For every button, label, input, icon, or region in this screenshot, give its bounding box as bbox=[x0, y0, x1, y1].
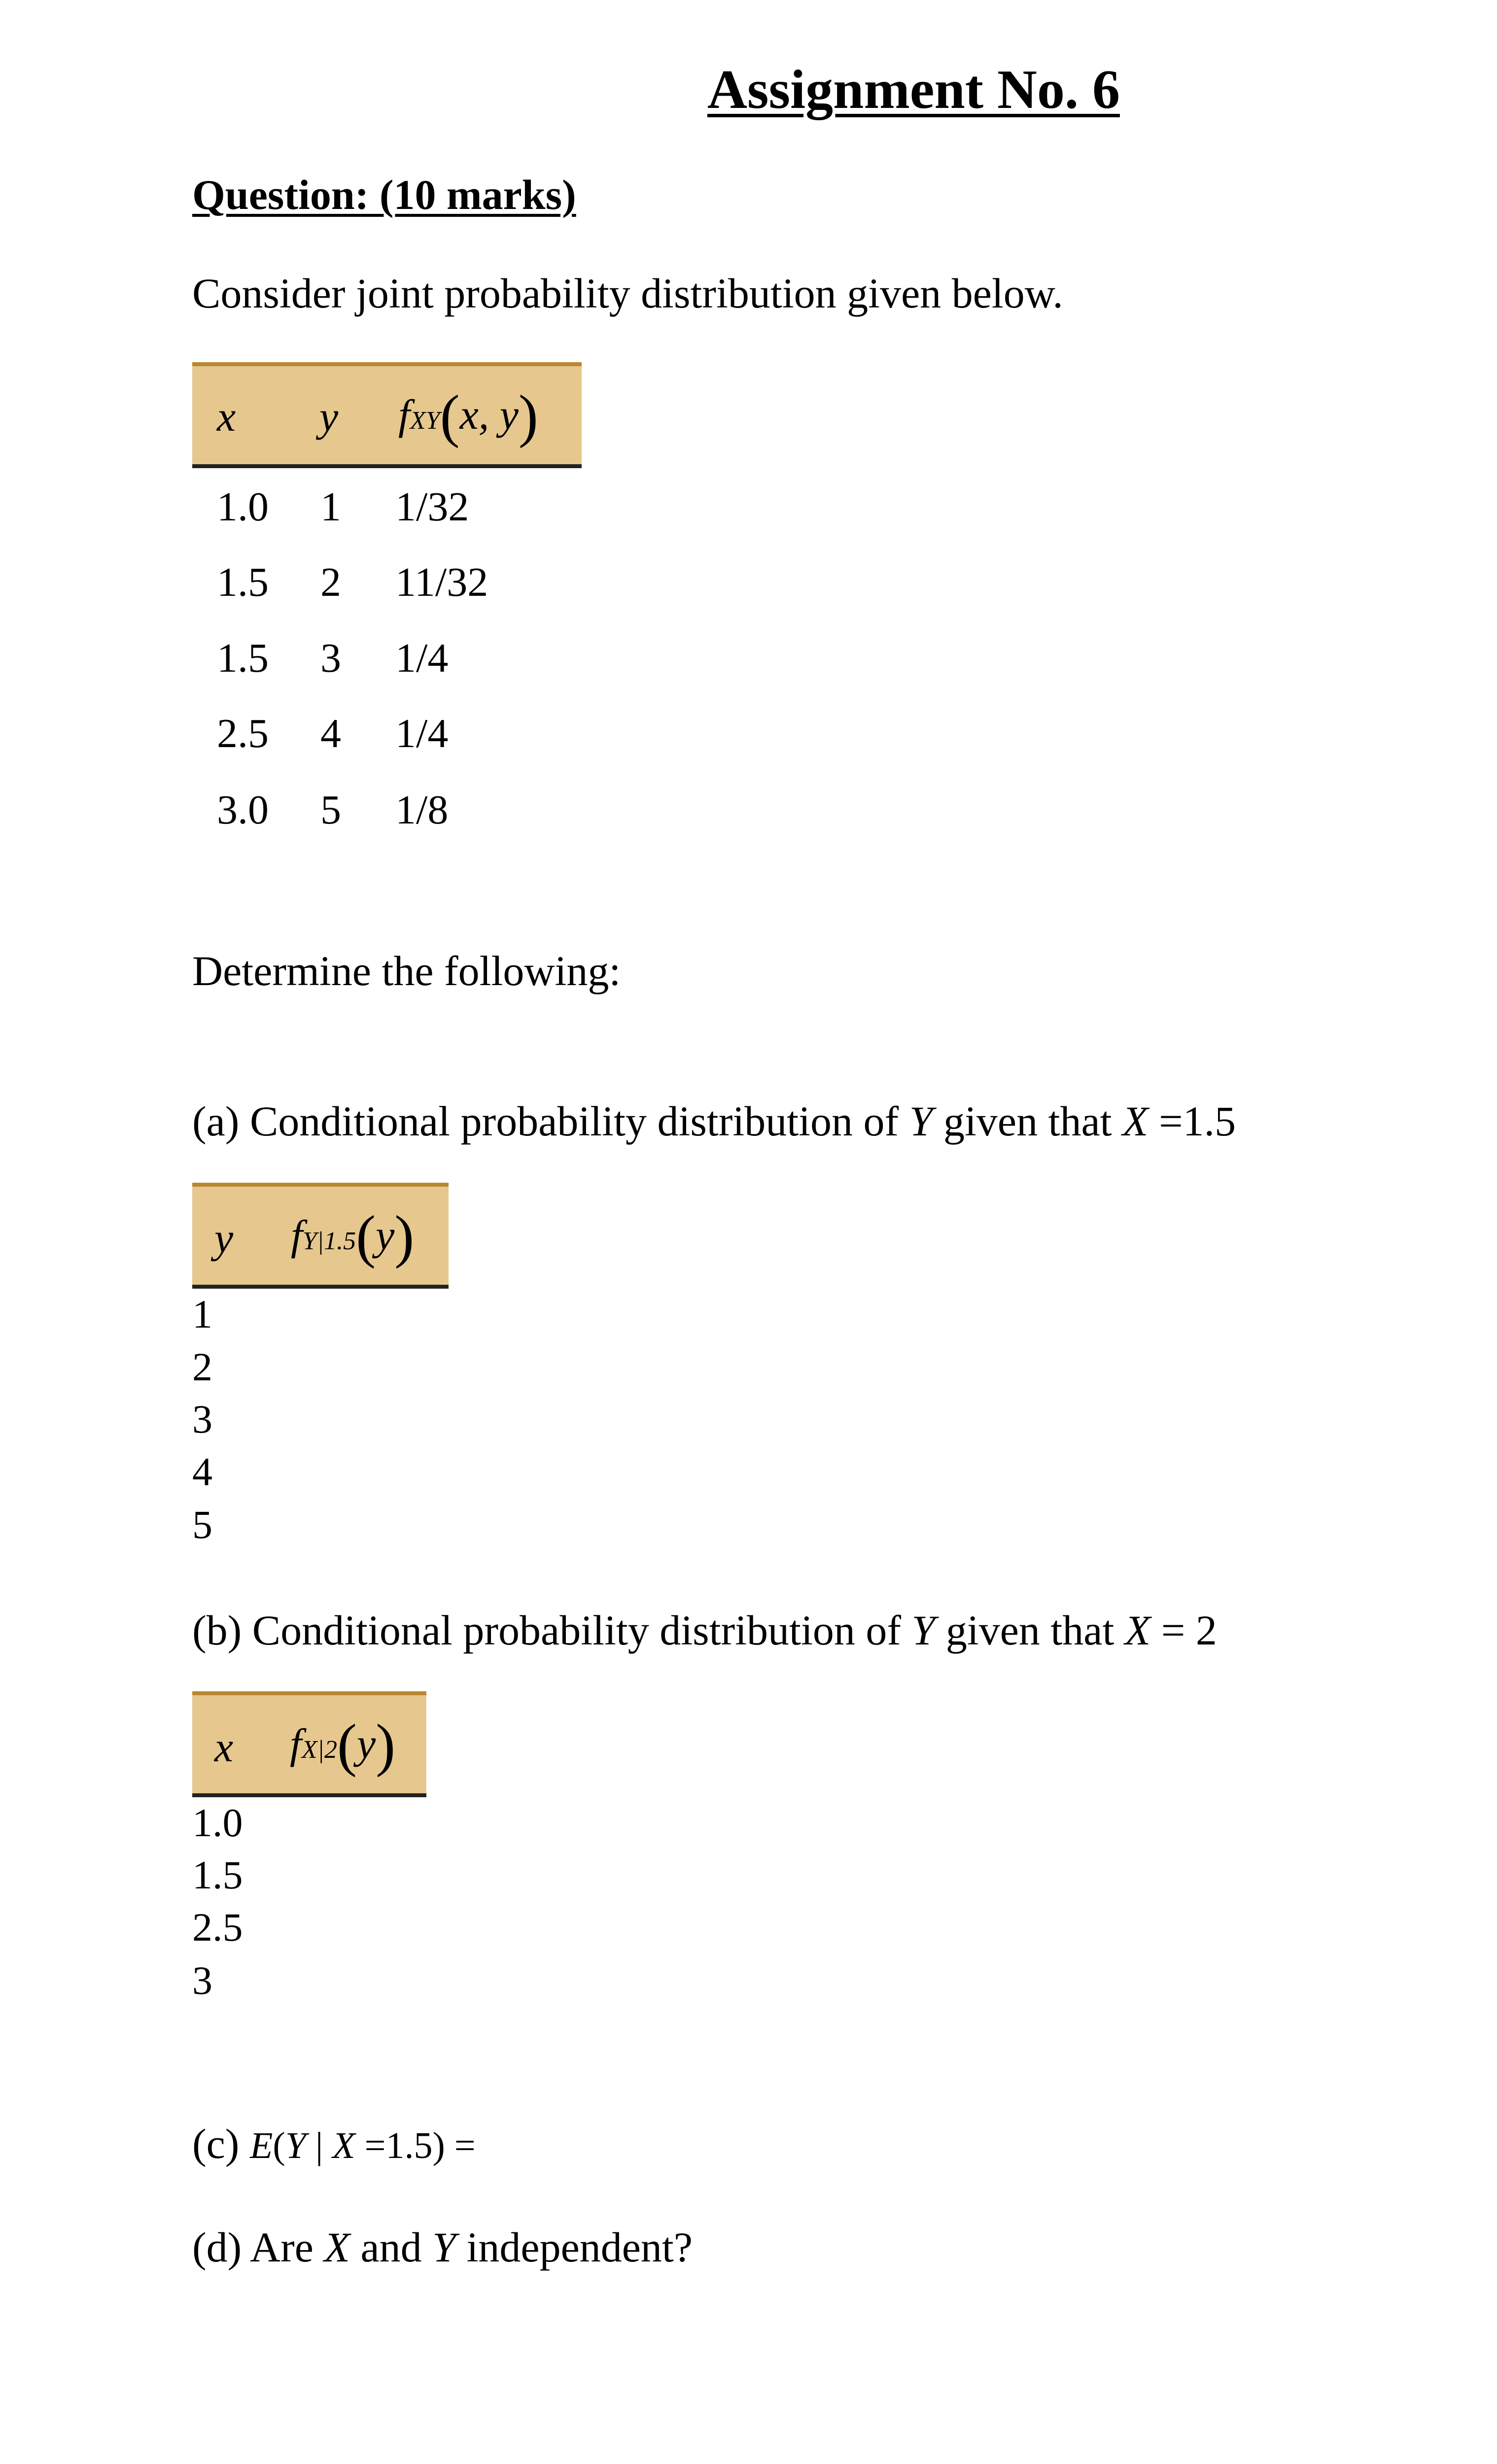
row-x: 1.5 bbox=[217, 635, 269, 681]
header-x: x bbox=[217, 393, 236, 440]
row-f: 1/8 bbox=[395, 787, 449, 833]
determine-text: Determine the following: bbox=[192, 947, 621, 994]
list-item: 1.0 bbox=[192, 1800, 243, 1845]
row-f: 11/32 bbox=[395, 559, 488, 605]
part-c-text: (c) E(Y | X =1.5) = bbox=[192, 2120, 476, 2167]
row-y: 1 bbox=[320, 484, 341, 530]
part-b-text: (b) Conditional probability distribution of Y given that X = 2 bbox=[192, 1607, 1217, 1654]
list-item: 1 bbox=[192, 1292, 212, 1336]
header-f-subscript: XY bbox=[410, 407, 440, 435]
row-y: 2 bbox=[320, 559, 341, 605]
intro-text: Consider joint probability distribution given below. bbox=[192, 270, 1063, 317]
header-y: y bbox=[319, 393, 339, 440]
list-item: 4 bbox=[192, 1449, 212, 1494]
row-x: 3.0 bbox=[217, 787, 269, 833]
row-f: 1/4 bbox=[395, 635, 449, 681]
row-y: 4 bbox=[320, 711, 341, 756]
list-item: 1.5 bbox=[192, 1852, 243, 1897]
header-y: y bbox=[214, 1214, 234, 1262]
header-f-args: x, y bbox=[459, 391, 519, 438]
list-item: 2.5 bbox=[192, 1905, 243, 1950]
part-a-text: (a) Conditional probability distribution of Y given that X =1.5 bbox=[192, 1097, 1236, 1145]
header-x: x bbox=[214, 1723, 234, 1771]
row-f: 1/4 bbox=[395, 711, 449, 756]
row-y: 5 bbox=[320, 787, 341, 833]
page-title: Assignment No. 6 bbox=[707, 59, 1120, 120]
question-heading: Question: (10 marks) bbox=[192, 171, 576, 218]
row-y: 3 bbox=[320, 635, 341, 681]
part-d-text: (d) Are X and Y independent? bbox=[192, 2224, 693, 2271]
row-x: 1.0 bbox=[217, 484, 269, 530]
list-item: 2 bbox=[192, 1344, 212, 1389]
row-f: 1/32 bbox=[395, 484, 469, 530]
row-x: 2.5 bbox=[217, 711, 269, 756]
header-f-y-given-1-5: fY|1.5(y) bbox=[291, 1203, 415, 1269]
row-x: 1.5 bbox=[217, 559, 269, 605]
header-fxy: fXY(x, y) bbox=[398, 383, 538, 448]
list-item: 3 bbox=[192, 1397, 212, 1441]
header-f: f bbox=[398, 391, 410, 438]
list-item: 3 bbox=[192, 1958, 212, 2003]
list-item: 5 bbox=[192, 1502, 212, 1547]
header-f-x-given-2: fX|2(y) bbox=[290, 1712, 396, 1778]
